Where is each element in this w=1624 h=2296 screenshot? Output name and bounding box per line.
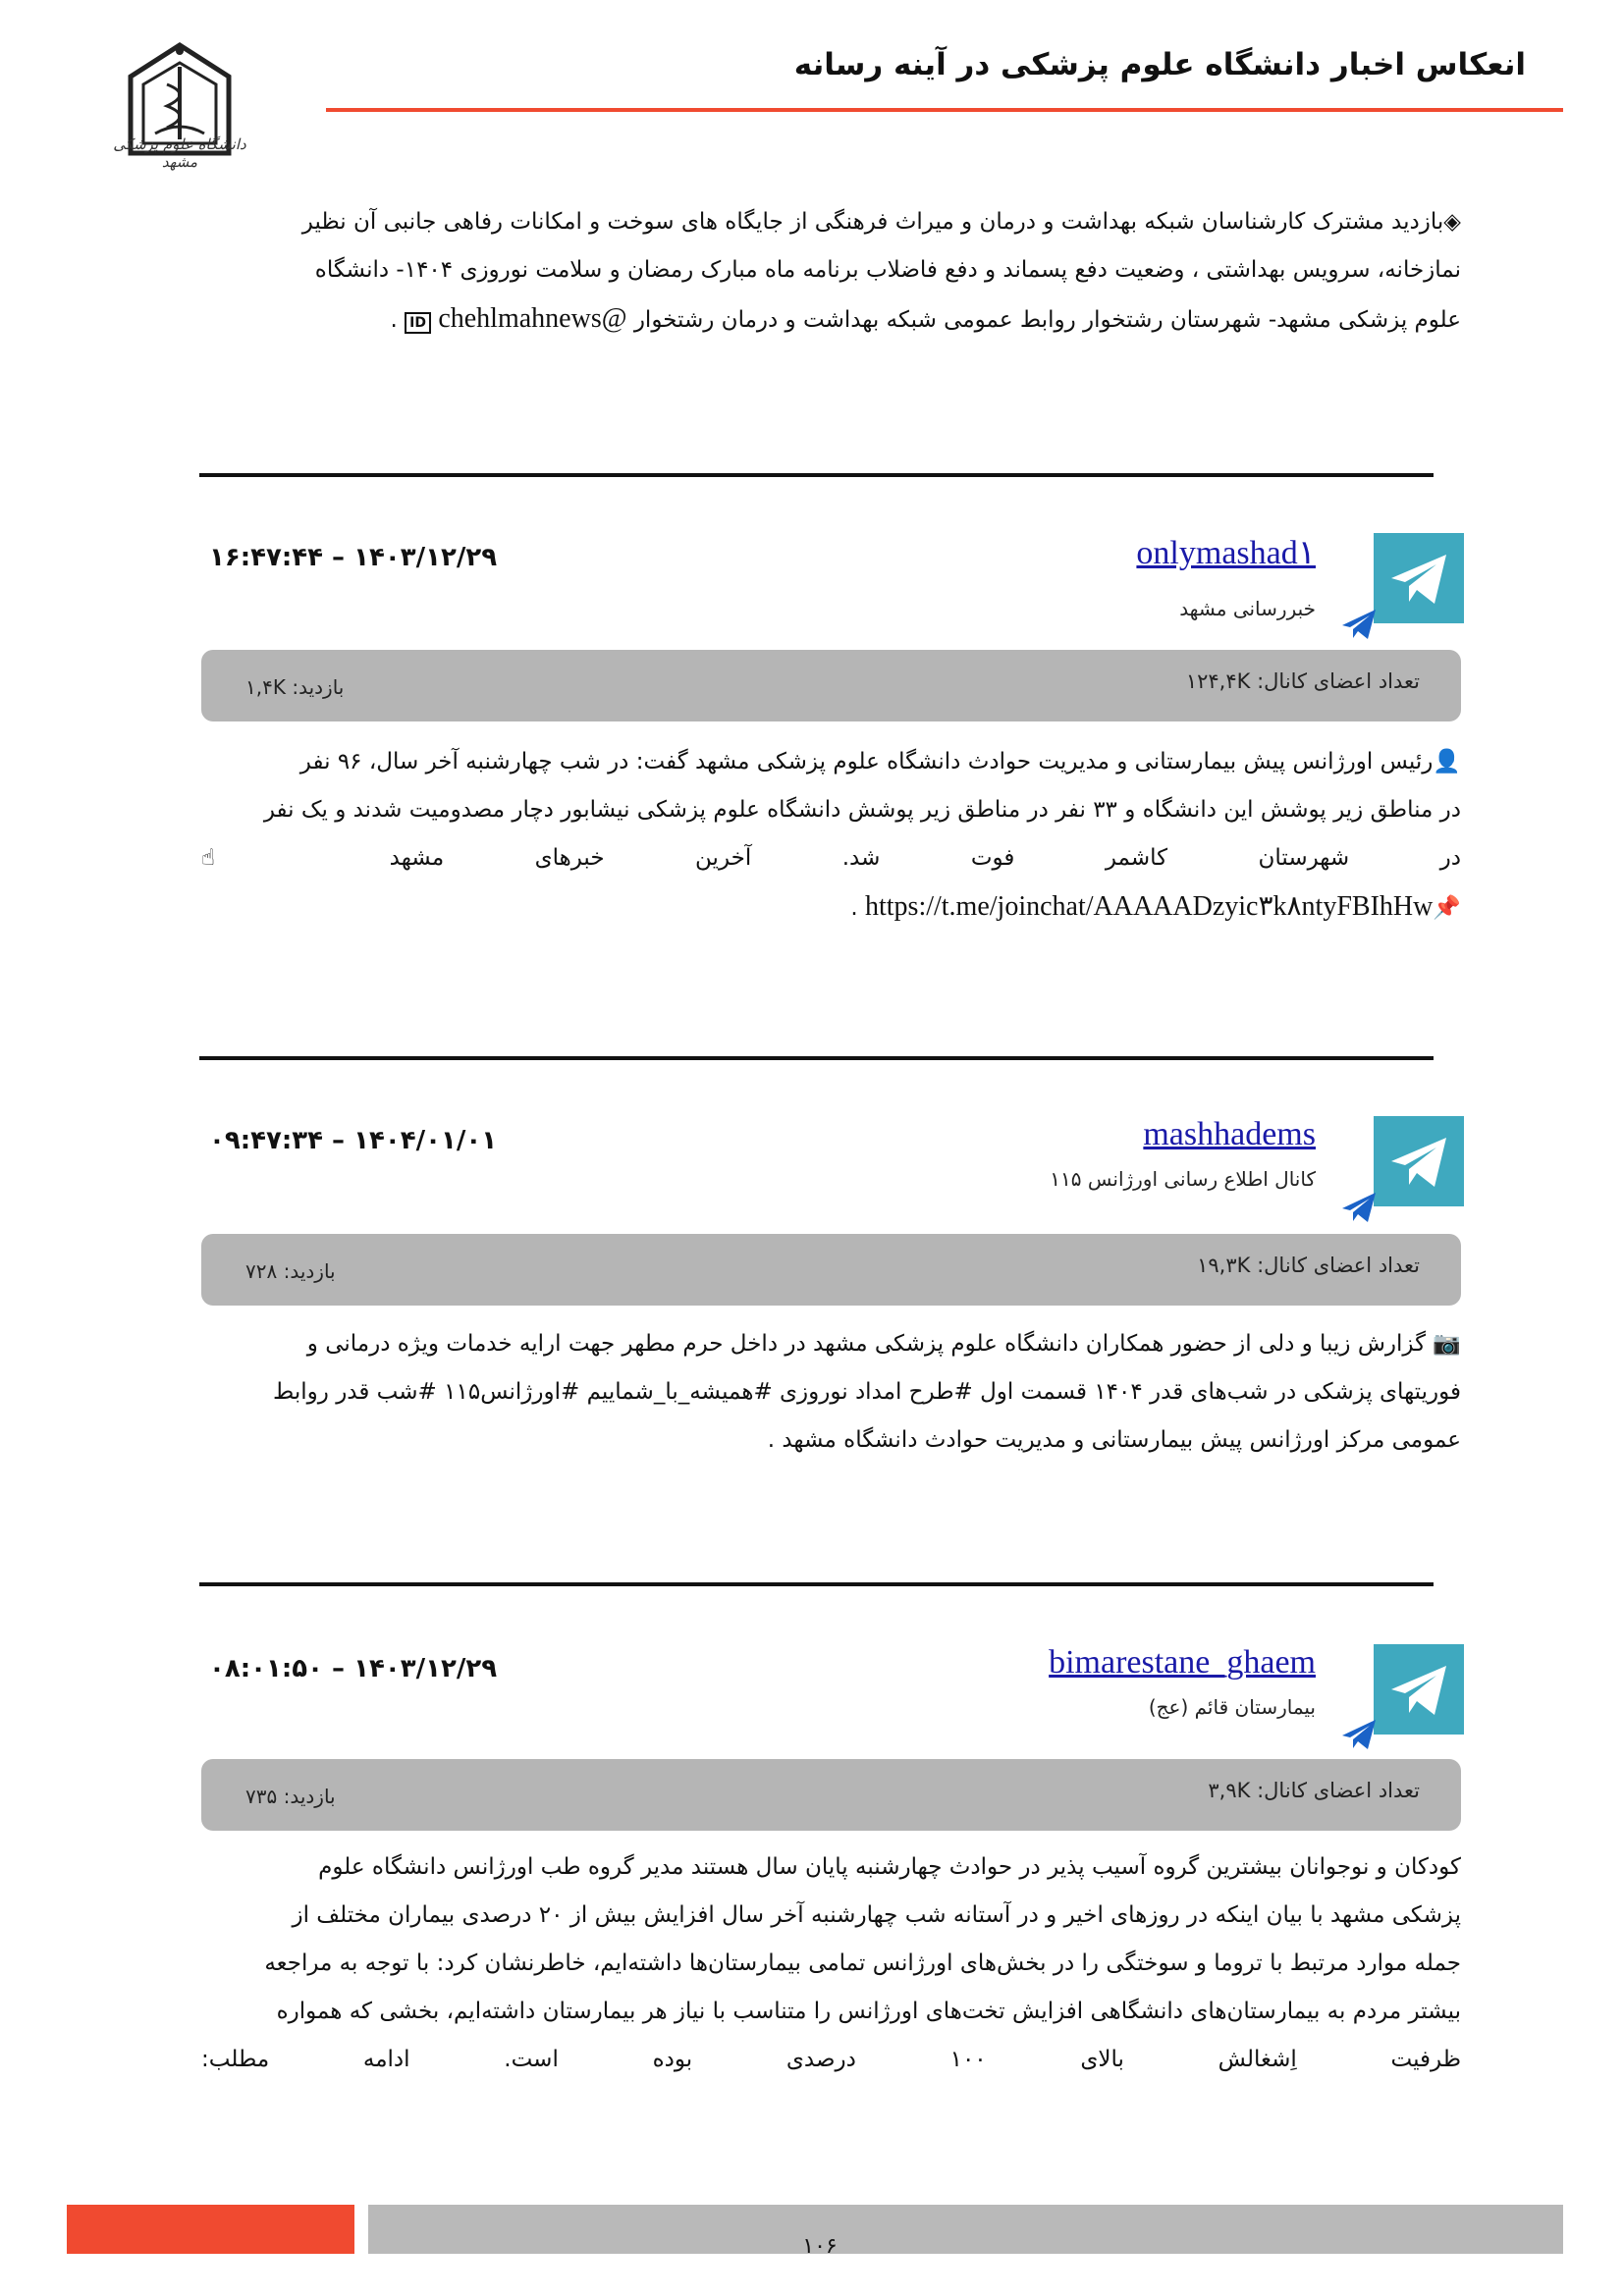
telegram-icon — [1374, 1644, 1464, 1735]
telegram-icon — [1374, 533, 1464, 623]
post-date: ۱۶:۴۷:۴۴ – ۱۴۰۳/۱۲/۲۹ — [209, 543, 498, 572]
paragraph-line: ◈بازدید مشترک کارشناسان شبکه بهداشت و درمان و میراث فرهنگی از جایگاه های سوخت و امکانات رفاهی جانبی آن نظیر — [301, 209, 1461, 235]
section-divider — [199, 1582, 1434, 1586]
channel-name[interactable]: bimarestane_ghaem — [1049, 1644, 1316, 1681]
paragraph-line: در شهرستان کاشمر فوت شد. آخرین خبرهای مشهد ☝ — [201, 845, 1461, 871]
finger-icon: ☝ — [201, 845, 299, 871]
paragraph-line: بیشتر مردم به بیمارستان‌های دانشگاهی افزایش تخت‌های اورژانس را متناسب با نیاز هر بیمارستان داشته‌ایم، بخشی که همواره — [276, 1999, 1461, 2024]
channel-description: کانال اطلاع رسانی اورژانس ۱۱۵ — [1050, 1167, 1316, 1191]
paragraph-line: 📷 گزارش زیبا و دلی از حضور همکاران دانشگاه علوم پزشکی مشهد در داخل حرم مطهر جهت ارایه خدمات ویژه درمانی و — [306, 1331, 1461, 1357]
post-stats-bar — [201, 1234, 1461, 1306]
channel-name[interactable]: mashhadems — [1143, 1116, 1316, 1152]
post-date: ۰۹:۴۷:۳۴ – ۱۴۰۴/۰۱/۰۱ — [209, 1126, 498, 1155]
paragraph-line: کودکان و نوجوانان بیشترین گروه آسیب پذیر در حوادث چهارشنبه پایان سال هستند مدیر گروه طب اورژانس دانشگاه علوم — [318, 1854, 1461, 1880]
pin-icon: 📌 — [1433, 895, 1461, 921]
intro-paragraph — [201, 198, 1461, 345]
section-divider — [199, 473, 1434, 477]
paragraph-line: علوم پزشکی مشهد- شهرستان رشتخوار روابط عمومی شبکه بهداشت و درمان رشتخوار @chehlmahnews ID . — [390, 303, 1461, 334]
paragraph-line: پزشکی مشهد با بیان اینکه در روزهای اخیر و در آستانه شب چهارشنبه آخر سال افزایش بیش از ۲۰ درصدی بیماران مختلف از — [292, 1902, 1461, 1928]
post-views: بازدید: ۷۳۵ — [245, 1785, 336, 1808]
paragraph-line: در مناطق زیر پوشش این دانشگاه و ۳۳ نفر در مناطق زیر پوشش دانشگاه علوم پزشکی نیشابور دچار مصدومیت شدند و یک نفر — [263, 797, 1461, 823]
footer-red-bar — [67, 2205, 354, 2254]
post-views: بازدید: ۱,۴K — [245, 675, 345, 699]
page-number: ۱۰۶ — [802, 2234, 838, 2259]
channel-handle: @chehlmahnews — [438, 303, 627, 334]
telegram-icon — [1374, 1116, 1464, 1206]
id-icon: ID — [405, 312, 431, 334]
telegram-small-icon — [1340, 606, 1378, 643]
channel-members: تعداد اعضای کانال: ۱۹,۳K — [1197, 1254, 1420, 1277]
person-icon: 👤 — [1433, 749, 1461, 774]
channel-members: تعداد اعضای کانال: ۱۲۴,۴K — [1185, 669, 1420, 693]
post-views: بازدید: ۷۲۸ — [245, 1259, 336, 1283]
channel-name[interactable]: onlymashad۱ — [1136, 535, 1316, 571]
telegram-small-icon — [1340, 1716, 1378, 1753]
paragraph-line: عمومی مرکز اورژانس پیش بیمارستانی و مدیریت حوادث دانشگاه مشهد . — [767, 1427, 1461, 1453]
post-date: ۰۸:۰۱:۵۰ – ۱۴۰۳/۱۲/۲۹ — [209, 1654, 498, 1683]
join-link[interactable]: https://t.me/joinchat/AAAAADzyic۳k۸ntyFBIhHw — [864, 891, 1434, 922]
header-divider — [326, 108, 1563, 112]
section-divider — [199, 1056, 1434, 1060]
post-stats-bar — [201, 650, 1461, 721]
paragraph-line: 📌https://t.me/joinchat/AAAAADzyic۳k۸ntyFBIhHw . — [850, 891, 1461, 922]
post-body — [201, 738, 1461, 933]
paragraph-line: نمازخانه، سرویس بهداشتی ، وضعیت دفع پسماند و دفع فاضلاب برنامه ماه مبارک رمضان و سلامت نوروزی ۱۴۰۴- دانشگاه — [314, 257, 1461, 283]
post-stats-bar — [201, 1759, 1461, 1831]
telegram-small-icon — [1340, 1189, 1378, 1226]
camera-icon: 📷 — [1433, 1331, 1461, 1357]
post-body — [201, 1843, 1461, 2084]
channel-description: خبررسانی مشهد — [1179, 597, 1316, 620]
logo-caption: دانشگاه علوم پزشکی مشهد — [113, 135, 246, 171]
channel-description: بیمارستان قائم (عج) — [1148, 1695, 1316, 1719]
footer-gray-bar — [368, 2205, 1563, 2254]
paragraph-line: جمله موارد مرتبط با تروما و سوختگی را در بخش‌های اورژانس تمامی بیمارستان‌ها داشته‌ایم، خاطرنشان کرد: با توجه به مراجعه — [264, 1950, 1461, 1976]
page-header-title: انعکاس اخبار دانشگاه علوم پزشکی در آینه رسانه — [793, 47, 1526, 82]
paragraph-line: فوریتهای پزشکی در شب‌های قدر ۱۴۰۴ قسمت اول #طرح امداد نوروزی #همیشه_با_شماییم #اورژانس۱۱۵ #شب قدر روابط — [273, 1379, 1461, 1405]
post-body — [201, 1320, 1461, 1465]
bullet-icon: ◈ — [1443, 209, 1461, 235]
paragraph-line: 👤رئیس اورژانس پیش بیمارستانی و مدیریت حوادث دانشگاه علوم پزشکی مشهد گفت: در شب چهارشنبه آخر سال، ۹۶ نفر — [299, 749, 1461, 774]
channel-members: تعداد اعضای کانال: ۳,۹K — [1208, 1779, 1420, 1802]
paragraph-line: ظرفیت اِشغالش بالای ۱۰۰ درصدی بوده است. ادامه مطلب: — [201, 2047, 1462, 2072]
